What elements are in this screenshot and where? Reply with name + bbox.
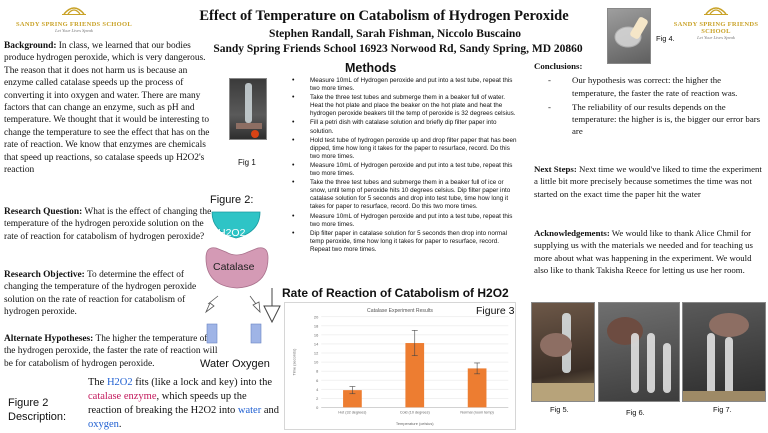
desc-part: , which speeds up the reaction of breaking the H2O2 into bbox=[88, 391, 247, 416]
next-steps-heading: Next Steps: bbox=[534, 164, 577, 174]
catalase-label: Catalase bbox=[213, 261, 255, 273]
logo-name: SANDY SPRING FRIENDS SCHOOL bbox=[15, 21, 133, 28]
logo-tagline: Let Your Lives Speak bbox=[697, 35, 735, 40]
bar bbox=[468, 368, 487, 407]
y-tick-label: 0 bbox=[316, 404, 319, 410]
desc-part: fits (like a lock and key) into the bbox=[132, 377, 273, 388]
test-tubes-image bbox=[599, 303, 680, 402]
logo-name: SANDY SPRING FRIENDS SCHOOL bbox=[673, 21, 759, 35]
fig3-caption: Figure 3 bbox=[476, 305, 515, 317]
method-step: • Measure 10mL of Hydrogen peroxide and put into a test tube, repeat this two more times. bbox=[288, 162, 518, 178]
y-tick-label: 12 bbox=[313, 350, 319, 356]
research-question-section bbox=[4, 206, 218, 243]
acknowledgements-text: We would like to thank Alice Chmil for supplying us with the materials we needed and for teaching us more about what was happening in the experiment. We would also like to thank Takisha Reece for letting us use her room. bbox=[534, 228, 753, 275]
arrow-left bbox=[208, 296, 218, 304]
desc-water: water bbox=[237, 405, 262, 416]
rate-chart bbox=[284, 302, 516, 430]
conclusion-item: - Our hypothesis was correct: the higher the temperature, the faster the rate of reaction was. bbox=[534, 74, 766, 99]
hypothesis-section bbox=[4, 333, 218, 370]
conclusions-section bbox=[534, 60, 766, 138]
fig2-description-text bbox=[88, 376, 280, 432]
research-question-heading: Research Question: bbox=[4, 207, 83, 217]
y-tick-label: 14 bbox=[313, 341, 319, 347]
method-step: • Take the three test tubes and submerge them in a beaker full of water. Heat the hot plate and place the beaker on the hot plate and heat the hydrogen peroxide beakers till the temp of peroxide is 32 degrees celsius. bbox=[288, 94, 518, 118]
h2o2-label: H2O2 bbox=[218, 227, 246, 239]
oxygen-molecule bbox=[251, 324, 261, 343]
timing-image bbox=[683, 303, 766, 402]
logo-tagline: Let Your Lives Speak bbox=[55, 28, 93, 33]
poster-title: Effect of Temperature on Catabolism of Hydrogen Peroxide bbox=[199, 8, 569, 24]
method-step: • Hold test tube of hydrogen peroxide up and drop filter paper that has been dipped, time how long it takes for the paper to resurface, record. Do this two more times. bbox=[288, 137, 518, 161]
research-objective-text: To determine the effect of changing the temperature of the hydrogen peroxide solution on the rate of reaction for catabolism of hydrogen peroxide. bbox=[4, 270, 197, 318]
y-tick-label: 6 bbox=[316, 377, 319, 383]
poster-authors: Stephen Randall, Sarah Fishman, Niccolo Buscaino bbox=[268, 28, 522, 40]
x-axis-label: Temperature (celsius) bbox=[395, 421, 434, 427]
x-tick-label: Hot (32 degrees) bbox=[338, 410, 367, 415]
fig5-photo bbox=[531, 302, 595, 402]
method-step: • Fill a petri dish with catalase solution and briefly dip filter paper into solution. bbox=[288, 119, 518, 135]
arrow-left-head bbox=[206, 303, 214, 312]
method-step: • Dip filter paper in catalase solution for 5 seconds then drop into normal temp peroxide, time how long it takes for paper to resurface, record. Repeat two more times. bbox=[288, 230, 518, 254]
hand-test-tube-image bbox=[532, 303, 595, 402]
water-oxygen-label: Water Oxygen bbox=[200, 358, 270, 370]
conclusion-item: - The reliability of our results depends on the temperature: the higher is is, the bigger our error bars are bbox=[534, 101, 766, 138]
method-step: • Measure 10mL of Hydrogen peroxide and put into a test tube, repeat this two more times. bbox=[288, 77, 518, 93]
method-step: • Measure 10mL of Hydrogen peroxide and put into a test tube, repeat this two more times. bbox=[288, 213, 518, 229]
fig7-caption: Fig 7. bbox=[713, 405, 732, 414]
poster-school: Sandy Spring Friends School 16923 Norwood Rd, Sandy Spring, MD 20860 bbox=[213, 43, 583, 55]
y-tick-label: 8 bbox=[316, 368, 319, 374]
y-tick-label: 18 bbox=[313, 323, 319, 329]
next-steps-section bbox=[534, 163, 766, 200]
desc-part: . bbox=[118, 419, 122, 430]
x-tick-label: Cold (10 degrees) bbox=[399, 410, 430, 415]
research-objective-heading: Research Objective: bbox=[4, 270, 85, 280]
conclusions-heading: Conclusions: bbox=[534, 61, 583, 71]
y-tick-label: 20 bbox=[313, 314, 319, 320]
method-step: • Take the three test tubes and submerge them in a beaker full of ice or snow, until temp of peroxide hits 10 degrees celsius. Dip filter paper into catalase solution for 5 seconds and drop into test tube, time how long it takes for paper to resurface, record. Do this two more times. bbox=[288, 179, 518, 211]
acknowledgements-section bbox=[534, 227, 766, 276]
fig6-caption: Fig 6. bbox=[626, 408, 645, 417]
conclusions-list bbox=[534, 74, 766, 137]
background-heading: Background: bbox=[4, 41, 57, 51]
y-tick-label: 4 bbox=[316, 386, 319, 392]
fig2-title: Figure 2: bbox=[210, 194, 254, 206]
fig5-caption: Fig 5. bbox=[550, 405, 569, 414]
large-down-arrow bbox=[230, 286, 282, 326]
desc-h2o2: H2O2 bbox=[106, 377, 133, 388]
chart-title: Catalase Experiment Results bbox=[367, 307, 433, 314]
desc-part: and bbox=[261, 405, 279, 416]
research-objective-section bbox=[4, 269, 218, 319]
x-tick-label: Normal (room temp) bbox=[460, 410, 494, 415]
methods-list bbox=[288, 77, 518, 255]
desc-catalase: catalase enzyme bbox=[88, 391, 157, 402]
y-tick-label: 16 bbox=[313, 332, 319, 338]
methods-title: Methods bbox=[345, 61, 397, 75]
y-tick-label: 2 bbox=[316, 395, 319, 401]
hypothesis-heading: Alternate Hypotheses: bbox=[4, 334, 94, 344]
y-tick-label: 10 bbox=[313, 359, 319, 365]
background-text: In class, we learned that our bodies produce hydrogen peroxide, which is very dangerous. The reason that it does not harm us is because an enzyme called catalase speeds up the process of converting it into oxygen and water. There are many factors that can change an enzyme, such as pH and temperature. We thought that it would be interesting to change the temperature to see the effect that has on the rate of reaction. We know that enzymes are chemicals that speed up reactions, so catalase speeds up H2O2's reaction bbox=[4, 41, 210, 176]
hypothesis-text: The higher the temperature of the hydrogen peroxide, the faster the rate of reaction will be for catabolism of hydrogen peroxide. bbox=[4, 334, 218, 369]
test-tube-image bbox=[230, 79, 267, 140]
desc-oxygen: oxygen bbox=[88, 419, 119, 430]
rate-title: Rate of Reaction of Catabolism of H2O2 bbox=[282, 286, 509, 300]
fig7-photo bbox=[682, 302, 766, 402]
y-axis-label: Time (seconds) bbox=[291, 348, 297, 376]
fig1-photo bbox=[229, 78, 267, 140]
fig6-photo bbox=[598, 302, 680, 402]
petri-dish-image bbox=[608, 9, 651, 64]
background-section bbox=[4, 40, 218, 176]
acknowledgements-heading: Acknowledgements: bbox=[534, 228, 610, 238]
next-steps-text: Next time we would've liked to time the experiment a little bit more precisely because sometimes the time was not started on the exact time the paper hit the water bbox=[534, 164, 762, 199]
water-molecule bbox=[207, 324, 217, 343]
fig1-caption: Fig 1 bbox=[238, 158, 256, 167]
fig2-description-label: Figure 2 Description: bbox=[8, 397, 67, 423]
research-question-text: What is the effect of changing the temperature of the hydrogen peroxide solution on the rate of reaction for catabolism of hydrogen peroxide? bbox=[4, 207, 212, 242]
fig4-caption: Fig 4. bbox=[656, 34, 675, 43]
desc-part: The bbox=[88, 377, 107, 388]
fig4-photo bbox=[607, 8, 651, 64]
